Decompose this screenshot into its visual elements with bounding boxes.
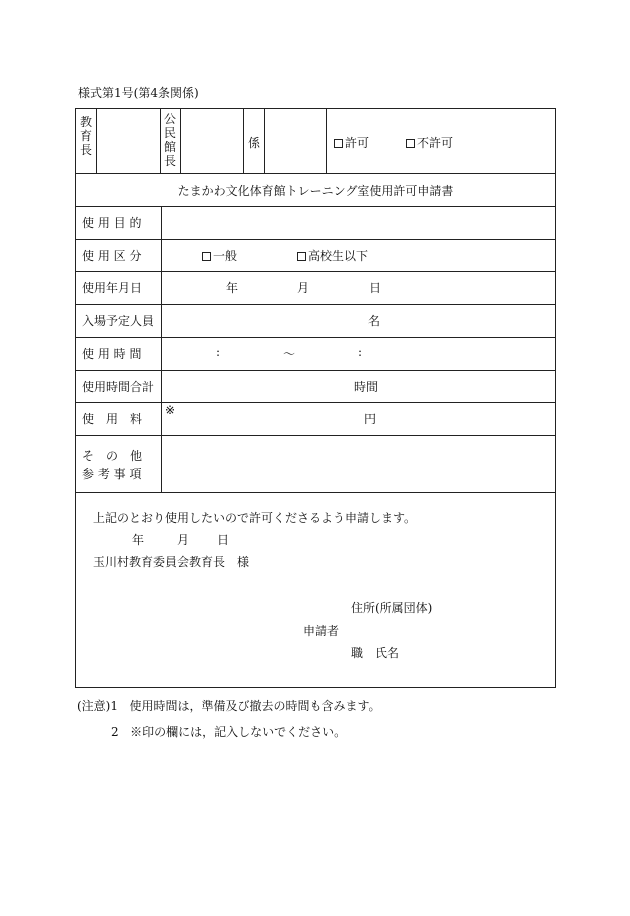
name-label: 職 氏名 — [351, 646, 400, 660]
fee-unit: 円 — [364, 412, 377, 426]
category-general-option[interactable]: 一般 — [202, 247, 237, 264]
row-divider — [76, 206, 555, 207]
form-number: 様式第1号(第4条関係) — [78, 86, 199, 100]
note-2: 2 ※印の欄には，記入しないでください。 — [111, 725, 347, 739]
note-1: (注意)1 使用時間は，準備及び撤去の時間も含みます。 — [77, 699, 381, 713]
application-statement: 上記のとおり使用したいので許可くださるよう申請します。 — [93, 511, 417, 525]
date-label: 使用年月日 — [82, 281, 143, 295]
label-column-divider — [161, 206, 162, 492]
not-permit-option[interactable]: 不許可 — [406, 134, 453, 151]
fee-mark: ※ — [165, 403, 176, 417]
row-divider — [76, 304, 555, 305]
permit-option[interactable]: 許可 — [334, 134, 369, 151]
addressee: 玉川村教育委員会教育長 様 — [93, 555, 250, 569]
address-label: 住所(所属団体) — [351, 601, 433, 615]
row-divider — [76, 370, 555, 371]
col-divider — [180, 109, 181, 173]
row-divider — [76, 402, 555, 403]
hall-director-label: 公 民 館 長 — [163, 112, 176, 168]
row-divider — [76, 492, 555, 493]
col-divider — [96, 109, 97, 173]
col-divider — [160, 109, 161, 173]
total-time-label: 使用時間合計 — [82, 380, 155, 394]
application-date-day: 日 — [217, 533, 230, 547]
checkbox-icon[interactable] — [202, 252, 211, 261]
row-divider — [76, 435, 555, 436]
checkbox-icon[interactable] — [334, 139, 343, 148]
col-divider — [326, 109, 327, 173]
purpose-label: 使 用 目 的 — [82, 216, 142, 230]
form-title: たまかわ文化体育館トレーニング室使用許可申請書 — [177, 184, 454, 198]
checkbox-icon[interactable] — [406, 139, 415, 148]
row-divider — [76, 173, 555, 174]
attendees-label: 入場予定人員 — [82, 314, 155, 328]
date-year: 年 — [226, 281, 239, 295]
time-colon-end: : — [358, 345, 363, 359]
application-form — [75, 108, 556, 688]
fee-label: 使 用 料 — [82, 412, 143, 426]
application-date-year: 年 — [132, 533, 145, 547]
category-student-option[interactable]: 高校生以下 — [297, 247, 368, 264]
category-label: 使 用 区 分 — [82, 249, 142, 263]
applicant-label: 申請者 — [303, 624, 340, 638]
date-month: 月 — [297, 281, 310, 295]
other-label-line2: 参 考 事 項 — [82, 467, 142, 481]
superintendent-label: 教 育 長 — [79, 115, 92, 157]
row-divider — [76, 271, 555, 272]
row-divider — [76, 337, 555, 338]
date-day: 日 — [369, 281, 382, 295]
col-divider — [243, 109, 244, 173]
time-label: 使 用 時 間 — [82, 347, 142, 361]
time-tilde: 〜 — [283, 347, 296, 361]
row-divider — [76, 239, 555, 240]
application-date-month: 月 — [177, 533, 190, 547]
col-divider — [264, 109, 265, 173]
total-time-unit: 時間 — [354, 380, 379, 394]
time-colon-start: : — [216, 345, 221, 359]
attendees-unit: 名 — [368, 314, 381, 328]
other-label-line1: そ の 他 — [82, 449, 143, 463]
staff-label: 係 — [248, 136, 261, 150]
checkbox-icon[interactable] — [297, 252, 306, 261]
